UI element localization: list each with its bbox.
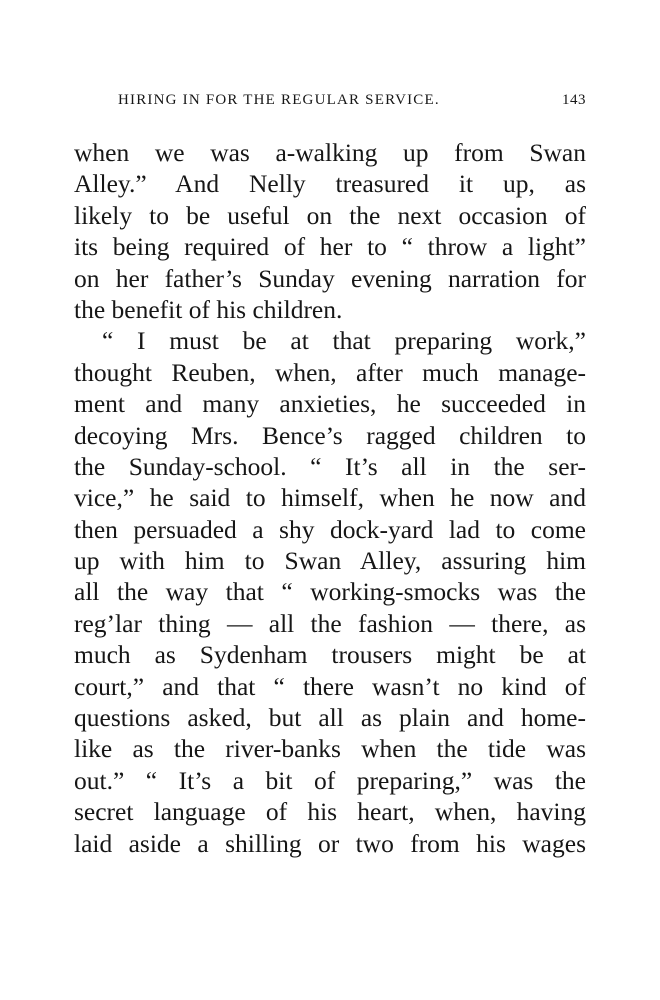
text-line: on her father’s Sunday evening narration for	[74, 263, 586, 293]
text-line: questions asked, but all as plain and home-	[74, 703, 586, 733]
text-line: its being required of her to “ throw a light”	[74, 232, 586, 262]
text-line: ment and many anxieties, he succeeded in	[74, 389, 586, 419]
page-number: 143	[562, 92, 586, 108]
text-line: likely to be useful on the next occasion of	[74, 200, 586, 230]
text-line: “ I must be at that preparing work,”	[102, 326, 586, 356]
text-line: like as the river-banks when the tide was	[74, 734, 586, 764]
text-line: reg’lar thing — all the fashion — there, as	[74, 608, 586, 638]
text-line: laid aside a shilling or two from his wages	[74, 828, 586, 858]
text-line: when we was a-walking up from Swan	[74, 138, 586, 167]
text-line: the benefit of his children.	[74, 294, 343, 324]
text-line: decoying Mrs. Bence’s ragged children to	[74, 420, 586, 450]
text-line: out.” “ It’s a bit of preparing,” was the	[74, 765, 586, 795]
text-line: much as Sydenham trousers might be at	[74, 640, 586, 670]
text-line: thought Reuben, when, after much manage-	[74, 357, 586, 387]
text-line: the Sunday-school. “ It’s all in the ser-	[74, 451, 586, 481]
running-head-title: HIRING IN FOR THE REGULAR SERVICE.	[118, 92, 440, 108]
text-line: all the way that “ working-smocks was the	[74, 577, 586, 607]
text-line: court,” and that “ there wasn’t no kind of	[74, 671, 586, 701]
text-line: up with him to Swan Alley, assuring him	[74, 546, 586, 576]
text-line: secret language of his heart, when, having	[74, 797, 586, 827]
text-line: Alley.” And Nelly treasured it up, as	[74, 169, 586, 199]
text-line: then persuaded a shy dock-yard lad to come	[74, 514, 586, 544]
body-text	[74, 137, 586, 859]
text-line: vice,” he said to himself, when he now and	[74, 483, 586, 513]
